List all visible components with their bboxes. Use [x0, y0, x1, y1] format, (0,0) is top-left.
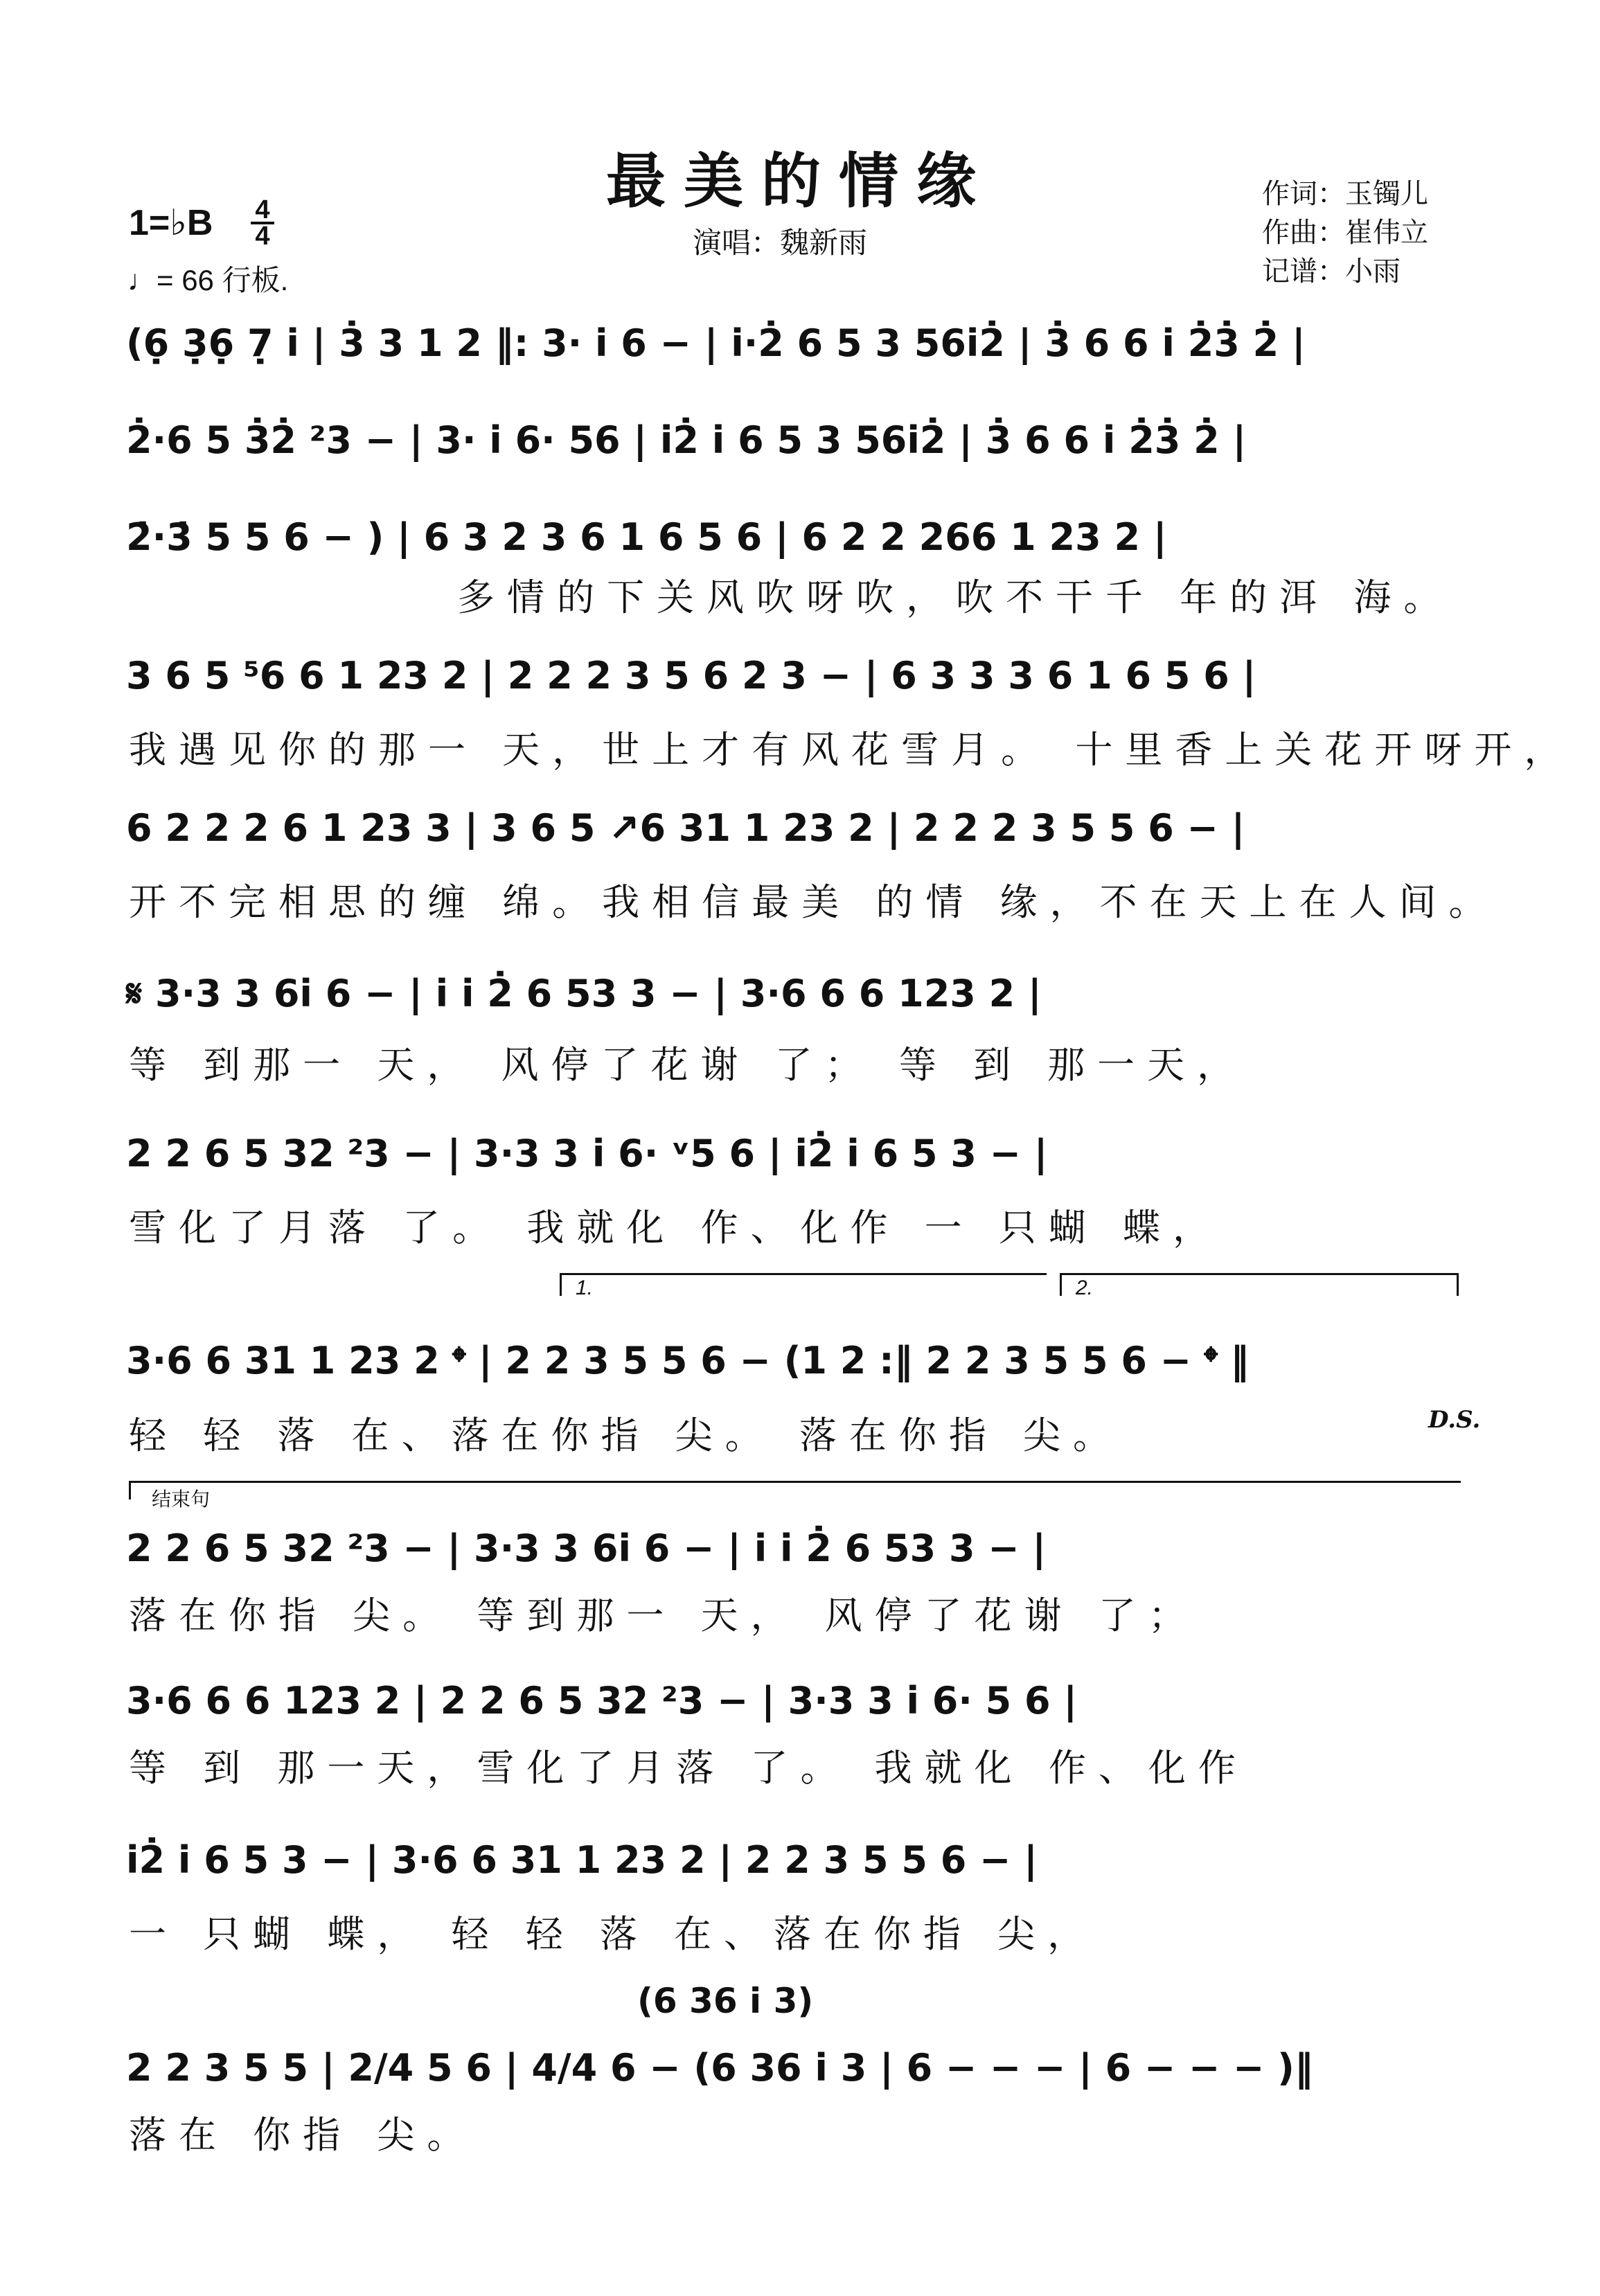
system-9-notes: 2 2 6 5 32 ²3 − | 3·3 3 6i 6 − | i i 2̇ 6 53 3 − |: [126, 1526, 1047, 1570]
system-3-lyrics: 多情的下关风吹呀吹，吹不干千 年的洱 海。: [457, 576, 1454, 619]
system-3-notes: 2̇·3̇ 5 5 6 − ) | 6 3 2 3 6 1 6 5 6 | 6 2 2 266 1 23 2 |: [126, 515, 1167, 559]
ending-label: 结束句: [152, 1488, 211, 1510]
time-signature: [251, 195, 274, 251]
system-8-lyrics: 轻 轻 落 在、落在你指 尖。 落在你指 尖。: [129, 1414, 1123, 1457]
key-signature: 1=♭B: [129, 203, 213, 243]
system-11-lyrics: 一 只蝴 蝶， 轻 轻 落 在、落在你指 尖，: [129, 1912, 1098, 1956]
system-8-notes: 3·6 6 31 1 23 2 𝄌 | 2 2 3 5 5 6 − (1 2 :‖ 2 2 3 5 5 6 − 𝄌 ‖: [126, 1339, 1250, 1382]
system-4-lyrics: 我遇见你的那一 天，世上才有风花雪月。 十里香上关花开呀开，: [129, 728, 1574, 772]
transcriber-credit: 记谱：小雨: [1262, 256, 1401, 287]
volta-1-bracket: [560, 1273, 1047, 1299]
system-9-lyrics: 落在你指 尖。 等到那一 天， 风停了花谢 了；: [129, 1594, 1198, 1637]
system-10-lyrics: 等 到 那一天，雪化了月落 了。 我就化 作、化作: [129, 1746, 1248, 1790]
system-6-notes: 𝄋 3·3 3 6i 6 − | i i 2̇ 6 53 3 − | 3·6 6 6 123 2 |: [126, 972, 1042, 1015]
system-7-notes: 2 2 6 5 32 ²3 − | 3·3 3 i 6· ᵛ5 6 | i2̇ i 6 5 3 − |: [126, 1131, 1048, 1175]
system-11-notes: i2̇ i 6 5 3 − | 3·6 6 31 1 23 2 | 2 2 3 5 5 6 − |: [126, 1837, 1038, 1882]
system-4-notes: 3 6 5 ⁵6 6 1 23 2 | 2 2 2 3 5 6 2 3 − | 6 3 3 3 6 1 6 5 6 |: [126, 653, 1256, 697]
system-5-notes: 6 2 2 2 6 1 23 3 | 3 6 5 ↗6 31 1 23 2 | 2 2 2 3 5 5 6 − |: [126, 806, 1245, 850]
system-2-notes: 2̇·6 5 3̇2̇ ²3 − | 3· i 6· 56 | i2̇ i 6 5 3 56i2̇ | 3̇ 6 6 i 2̇3̇ 2̇ |: [126, 418, 1247, 462]
system-1-notes: (6̣ 3̣6̣ 7̣ i | 3̇ 3 1 2 ‖: 3· i 6 − | i·2̇ 6 5 3 56i2̇ | 3̇ 6 6 i 2̇3̇ 2̇ |: [126, 321, 1306, 365]
ending-bracket: [129, 1481, 1461, 1510]
system-7-lyrics: 雪化了月落 了。 我就化 作、化作 一 只蝴 蝶，: [129, 1206, 1223, 1249]
lyricist-credit: 作词：玉镯儿: [1262, 178, 1428, 210]
volta-1-label: 1.: [576, 1276, 594, 1299]
volta-2-bracket: [1060, 1273, 1459, 1299]
singer-credit: 演唱：魏新雨: [693, 226, 868, 260]
song-title: 最美的情缘: [606, 147, 994, 216]
system-12-lyrics: 落在 你指 尖。: [129, 2113, 477, 2157]
tempo-marking: ♩= 66 行板.: [127, 264, 289, 296]
time-sig-bottom: 4: [255, 222, 270, 251]
system-10-notes: 3·6 6 6 123 2 | 2 2 6 5 32 ²3 − | 3·3 3 i 6· 5 6 |: [126, 1678, 1078, 1723]
volta-2-label: 2.: [1076, 1276, 1094, 1299]
system-6-lyrics: 等 到那一 天， 风停了花谢 了； 等 到 那一天，: [129, 1043, 1247, 1087]
ds-marking: D.S.: [1428, 1406, 1481, 1434]
composer-credit: 作曲：崔伟立: [1262, 217, 1428, 249]
ossia-passage: (6 36 i 3): [637, 1981, 814, 2021]
system-12-notes: 2 2 3 5 5 | 2/4 5 6 | 4/4 6 − (6 36 i 3 | 6 − − − | 6 − − − )‖: [126, 2045, 1313, 2090]
time-sig-top: 4: [255, 195, 270, 224]
system-5-lyrics: 开不完相思的缠 绵。我相信最美 的情 缘，不在天上在人间。: [129, 880, 1499, 924]
